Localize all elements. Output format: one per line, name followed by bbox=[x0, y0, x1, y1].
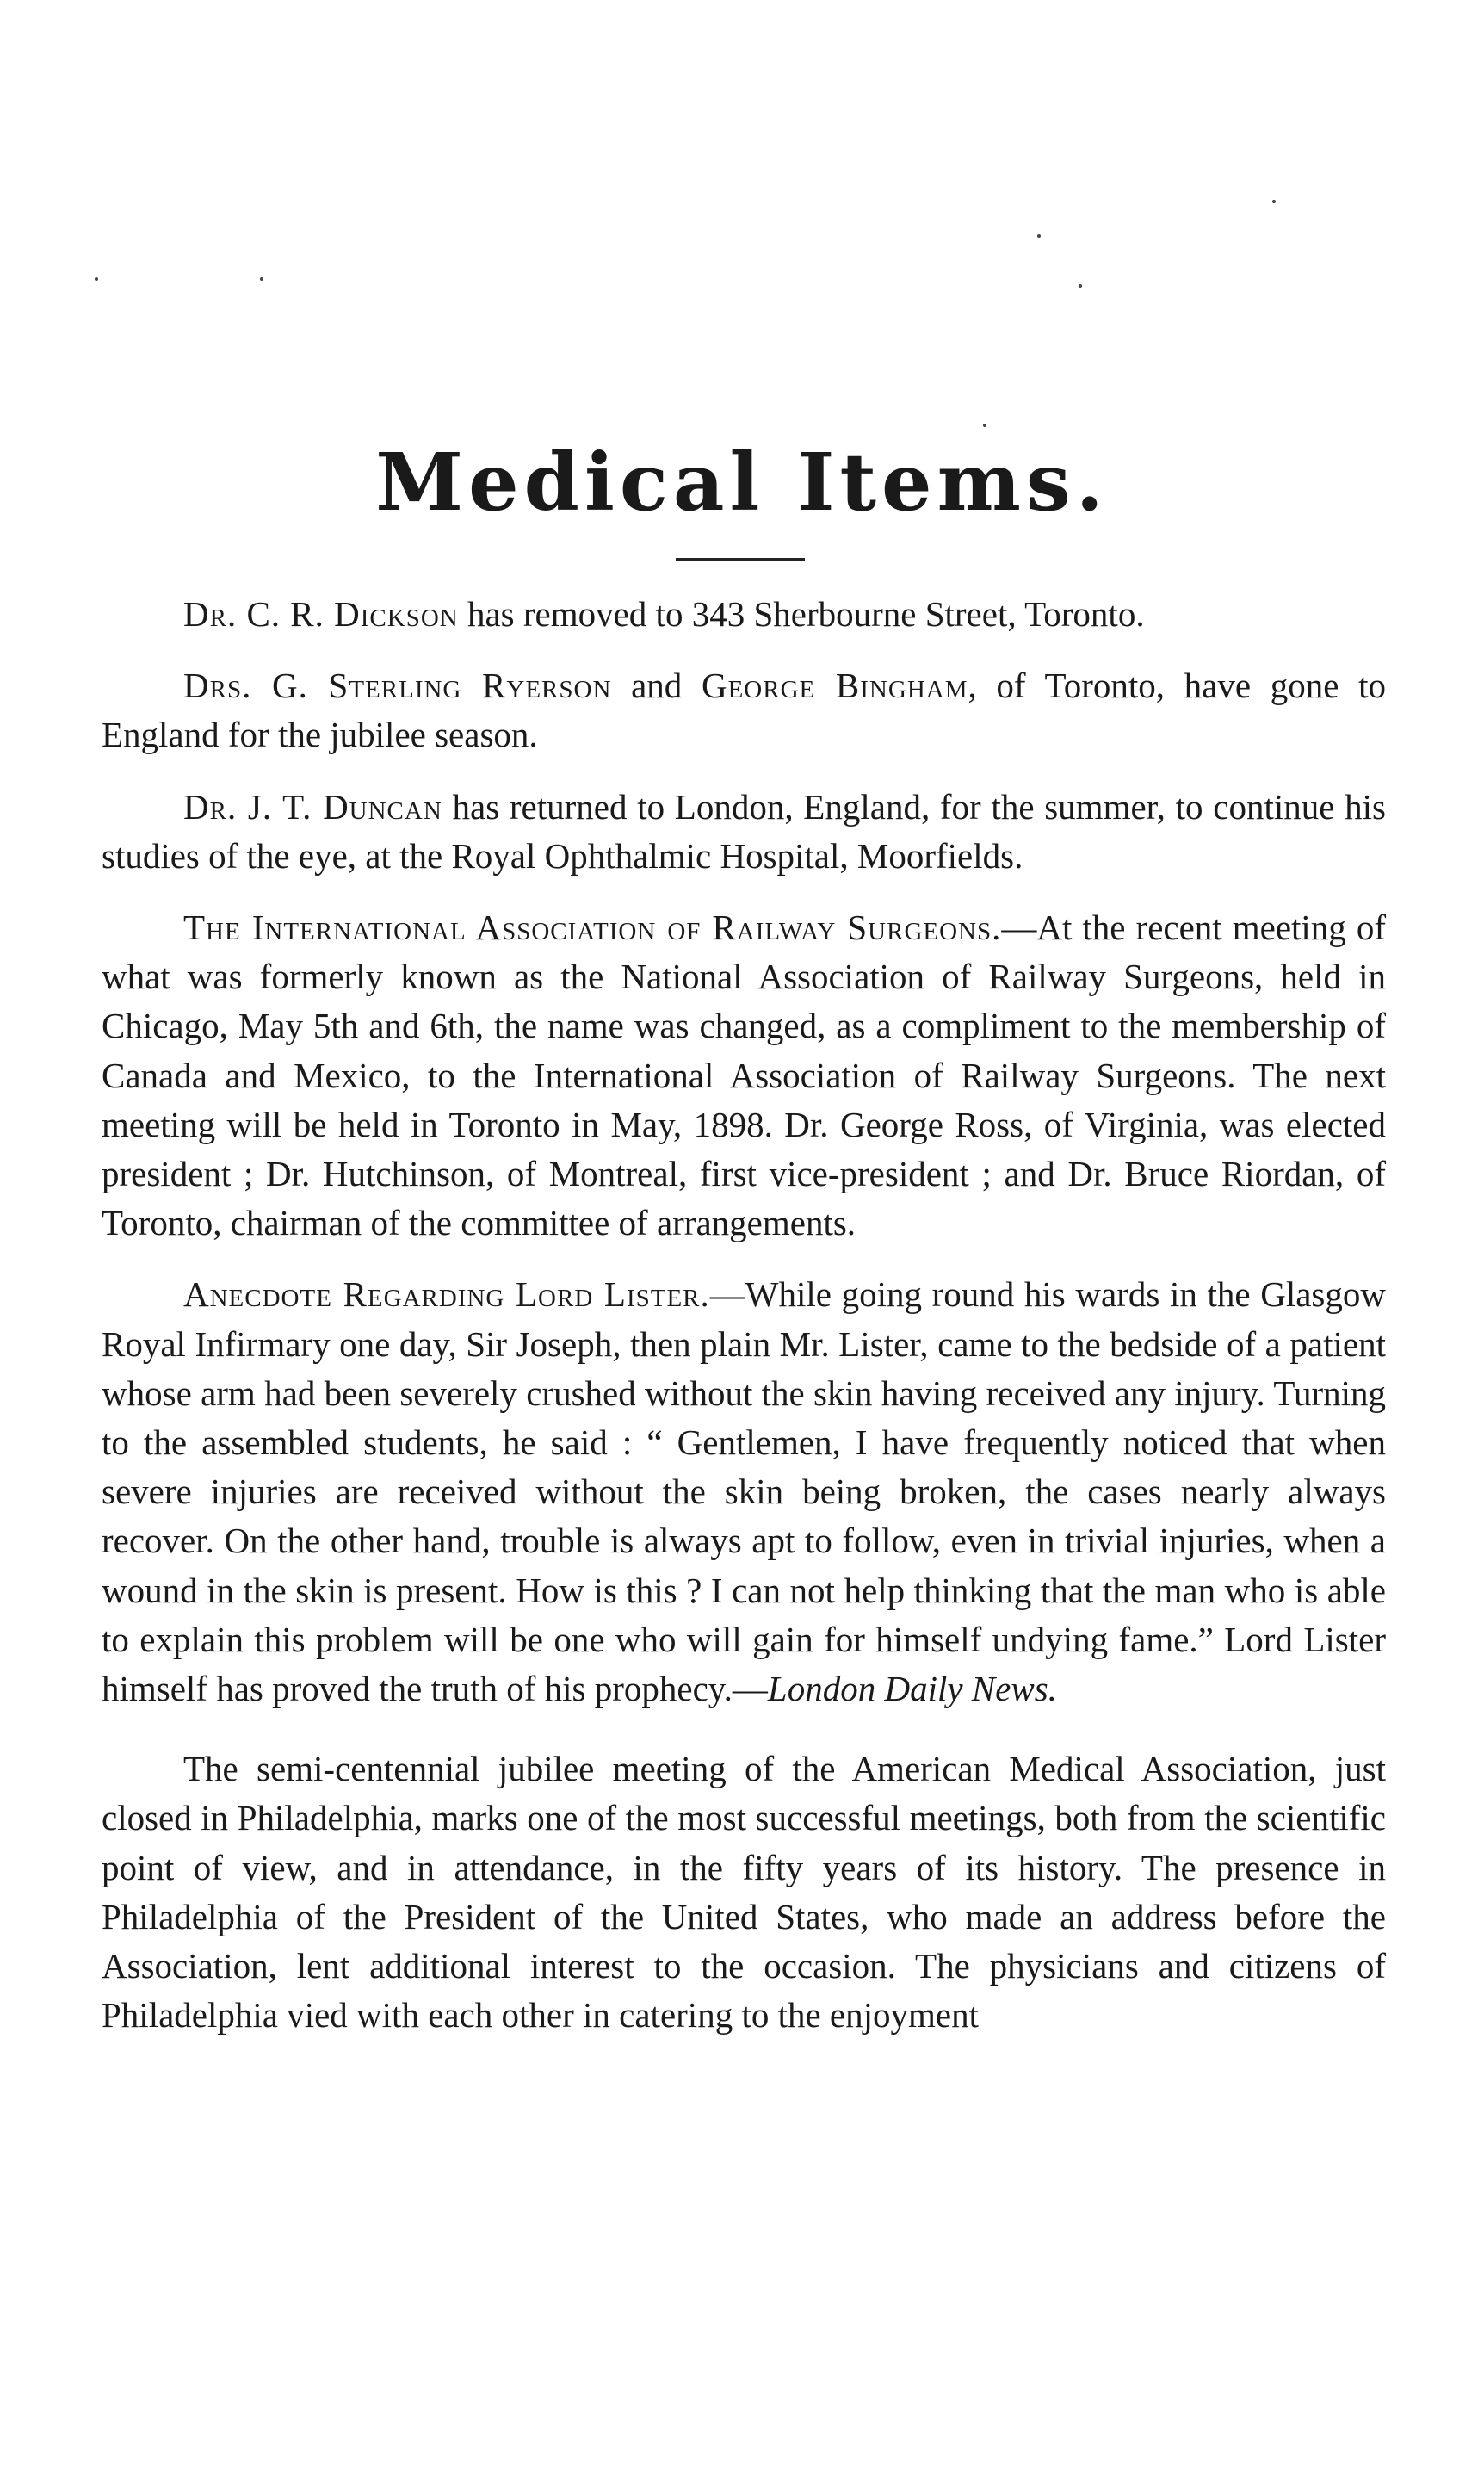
item-text: —While going round his wards in the Glasgow Royal Infirmary one day, Sir Joseph, then plain Mr. Lister, came to the bedside of a patient whose arm had been severely crushed without the skin having received any injury. Turning to the assembled students, he said : “ Gentlemen, I have frequently noticed that when severe injuries are received without the skin being broken, the cases nearly always recover. On the other hand, trouble is always apt to follow, even in trivial injuries, when a wound in the skin is present. How is this ? I can not help thinking that the man who is able to explain this problem will be one who will gain for himself undying fame.” Lord Lister himself has proved the truth of his prophecy.— bbox=[102, 1274, 1386, 1709]
item-railway-surgeons bbox=[102, 903, 1386, 1248]
item-ryerson-bingham bbox=[102, 661, 1386, 759]
print-speck bbox=[260, 277, 263, 281]
section-gap bbox=[102, 1713, 1386, 1744]
item-text: —At the recent meeting of what was formerly known as the National Association of Railway Surgeons, held in Chicago, May 5th and 6th, the name was changed, as a compliment to the membership of Canada and Mexico, to the International Association of Railway Surgeons. The next meeting will be held in Toronto in May, 1898. Dr. George Ross, of Virginia, was elected president ; Dr. Hutchinson, of Montreal, first vice-president ; and Dr. Bruce Riordan, of Toronto, chairman of the committee of arrangements. bbox=[102, 908, 1386, 1243]
print-speck bbox=[983, 424, 986, 427]
title-divider bbox=[676, 558, 805, 561]
item-lead: Drs. G. Sterling Ryerson bbox=[183, 666, 612, 706]
item-source: London Daily News. bbox=[767, 1669, 1057, 1709]
item-lord-lister bbox=[102, 1270, 1386, 1713]
item-text: has returned to London, England, for the summer, to continue his studies of the eye, at the Royal Ophthalmic Hospital, Moorfields. bbox=[102, 786, 1386, 876]
item-text: The semi-centennial jubilee meeting of the American Medical Association, just closed in Philadelphia, marks one of the most successful meetings, both from the scientific point of view, and in attendance, in the fifty years of its history. The presence in Philadelphia of the President of the United States, who made an address before the Association, lent additional interest to the occasion. The physicians and citizens of Philadelphia vied with each other in catering to the enjoyment bbox=[102, 1749, 1386, 2036]
page-title: Medical Items. bbox=[375, 436, 1109, 529]
item-lead: Dr. J. T. Duncan bbox=[183, 786, 442, 827]
article-body bbox=[102, 590, 1386, 2040]
item-lead-2: George Bingham bbox=[701, 666, 968, 706]
item-lead: Anecdote Regarding Lord Lister. bbox=[183, 1274, 710, 1315]
item-text: , of Toronto, have gone to England for the jubilee season. bbox=[102, 666, 1387, 755]
item-duncan bbox=[102, 783, 1386, 881]
print-speck bbox=[1037, 234, 1041, 238]
item-lead: The International Association of Railway Surgeons. bbox=[183, 908, 1002, 948]
item-lead: Dr. C. R. Dickson bbox=[183, 594, 459, 634]
print-speck bbox=[95, 277, 98, 281]
item-text: has removed to 343 Sherbourne Street, Toronto. bbox=[458, 594, 1145, 634]
print-speck bbox=[1272, 200, 1276, 203]
item-connector: and bbox=[611, 666, 702, 706]
item-dickson bbox=[102, 590, 1386, 639]
item-ama-jubilee bbox=[102, 1744, 1386, 2040]
print-speck bbox=[1079, 284, 1082, 288]
